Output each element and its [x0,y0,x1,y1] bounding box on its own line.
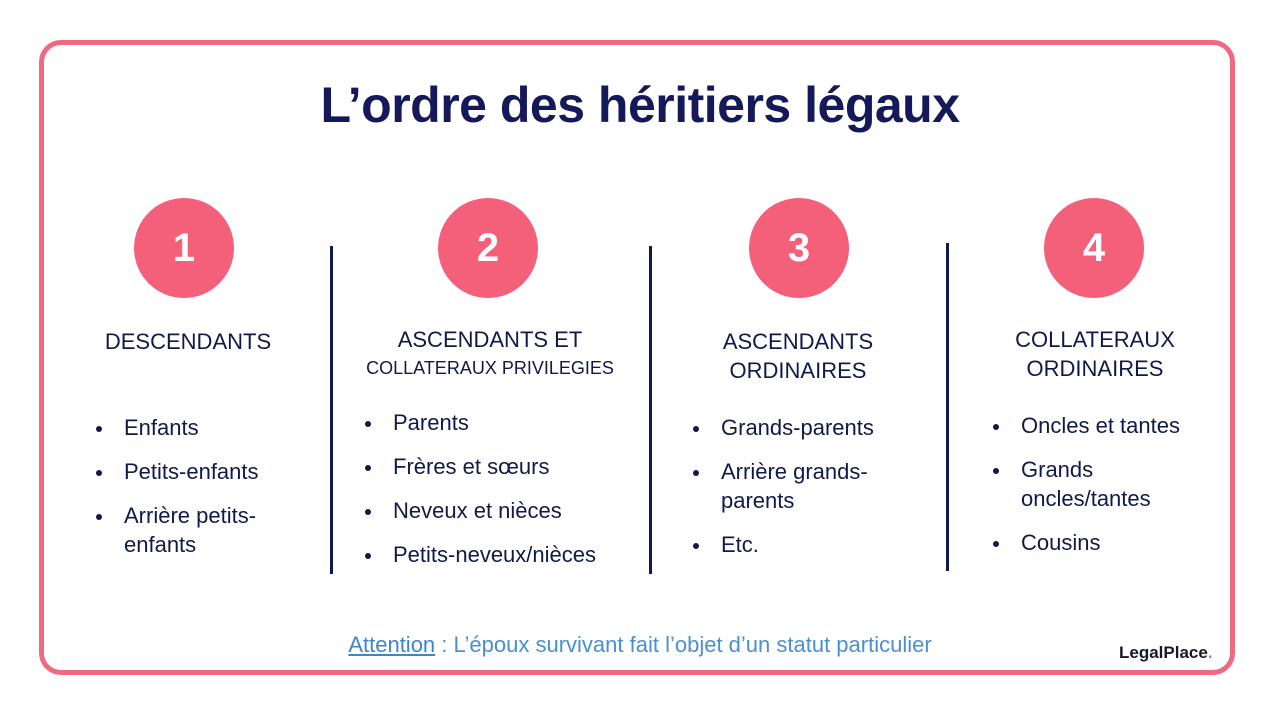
list-item: Grands-parents [691,413,901,442]
page-title: L’ordre des héritiers légaux [320,77,960,133]
list-item: Parents [363,408,643,437]
list-item: Enfants [94,413,314,442]
column-3-heading [698,327,898,385]
list-item: Neveux et nièces [363,496,643,525]
column-4-heading-line1: COLLATERAUX [1015,327,1175,352]
list-item: Etc. [691,530,901,559]
column-1-heading [88,327,288,356]
footer-note [0,632,1280,658]
list-item: Cousins [991,528,1211,557]
column-4-heading-line2: ORDINAIRES [1026,356,1164,381]
list-item: Frères et sœurs [363,452,643,481]
column-3-heading-line2: ORDINAIRES [729,358,867,383]
column-divider [946,243,949,571]
logo-text: LegalPlace [1119,643,1208,662]
column-1-list [94,413,314,574]
list-item: Arrière petits-enfants [94,501,284,559]
column-1-heading-line1: DESCENDANTS [104,329,272,354]
step-1-badge: 1 [134,198,234,298]
column-2-heading [340,325,640,383]
column-2-heading-line1: ASCENDANTS ET [397,327,583,352]
column-2-list [363,408,643,584]
list-item: Petits-enfants [94,457,314,486]
list-item: Arrière grands-parents [691,457,891,515]
list-item: Petits-neveux/nièces [363,540,643,569]
legalplace-logo [1119,643,1213,663]
attention-link[interactable]: Attention [348,632,436,657]
column-divider [649,246,652,574]
column-3-list [691,413,901,574]
step-3-badge: 3 [749,198,849,298]
footer-text: : L’époux survivant fait l’objet d’un statut particulier [435,632,932,657]
column-divider [330,246,333,574]
column-4-list [991,411,1211,572]
list-item: Grands oncles/tantes [991,455,1171,513]
list-item: Oncles et tantes [991,411,1211,440]
column-4-heading [995,325,1195,383]
column-2-heading-line2: COLLATERAUX PRIVILEGIES [366,358,614,378]
column-3-heading-line1: ASCENDANTS [722,329,874,354]
step-4-badge: 4 [1044,198,1144,298]
logo-dot: . [1207,643,1213,662]
step-2-badge: 2 [438,198,538,298]
